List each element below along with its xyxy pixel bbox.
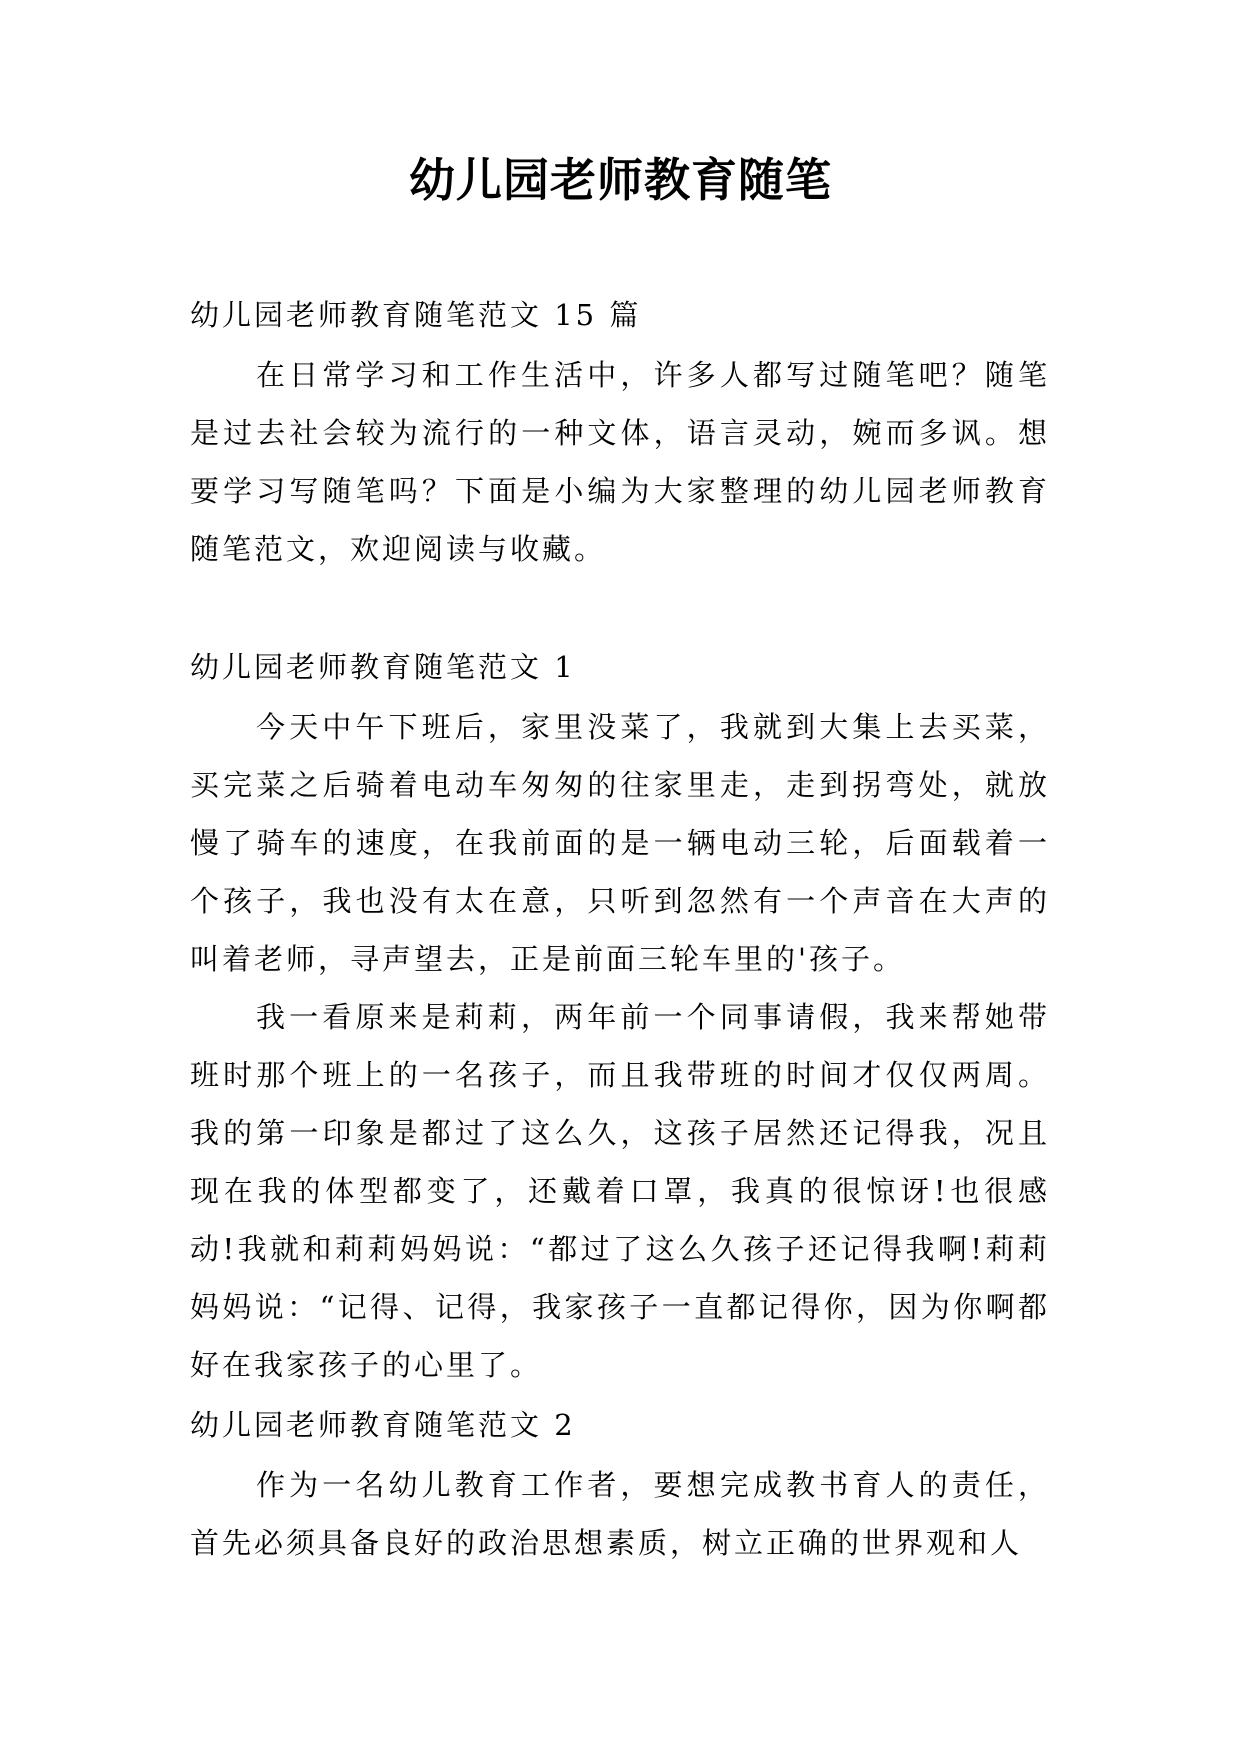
document-body <box>190 284 1050 1572</box>
section-heading: 幼儿园老师教育随笔范文 2 <box>190 1408 576 1442</box>
section-paragraph: 今天中午下班后，家里没菜了，我就到大集上去买菜，买完菜之后骑着电动车匆匆的往家里走，走到拐弯处，就放慢了骑车的速度，在我前面的是一辆电动三轮，后面载着一个孩子，我也没有太在意，只听到忽然有一个声音在大声的叫着老师，寻声望去，正是前面三轮车里的'孩子。 <box>190 710 1050 976</box>
section-paragraph: 我一看原来是莉莉，两年前一个同事请假，我来帮她带班时那个班上的一名孩子，而且我带班的时间才仅仅两周。我的第一印象是都过了这么久，这孩子居然还记得我，况且现在我的体型都变了，还戴着口罩，我真的很惊讶!也很感动!我就和莉莉妈妈说：“都过了这么久孩子还记得我啊!莉莉妈妈说：“记得、记得，我家孩子一直都记得你，因为你啊都好在我家孩子的心里了。 <box>190 1000 1050 1382</box>
section-2 <box>190 1394 1050 1572</box>
section-paragraph: 作为一名幼儿教育工作者，要想完成教书育人的责任，首先必须具备良好的政治思想素质，树立正确的世界观和人 <box>190 1468 1050 1560</box>
document-title: 幼儿园老师教育随笔 <box>409 153 832 207</box>
section-heading: 幼儿园老师教育随笔范文 1 <box>190 650 576 684</box>
section-spacer <box>190 578 1050 636</box>
document-subtitle: 幼儿园老师教育随笔范文 15 篇 <box>190 298 642 332</box>
section-1 <box>190 636 1050 1394</box>
intro-paragraph: 在日常学习和工作生活中，许多人都写过随笔吧？随笔是过去社会较为流行的一种文体，语言灵动，婉而多讽。想要学习写随笔吗？下面是小编为大家整理的幼儿园老师教育随笔范文，欢迎阅读与收藏。 <box>190 358 1050 566</box>
